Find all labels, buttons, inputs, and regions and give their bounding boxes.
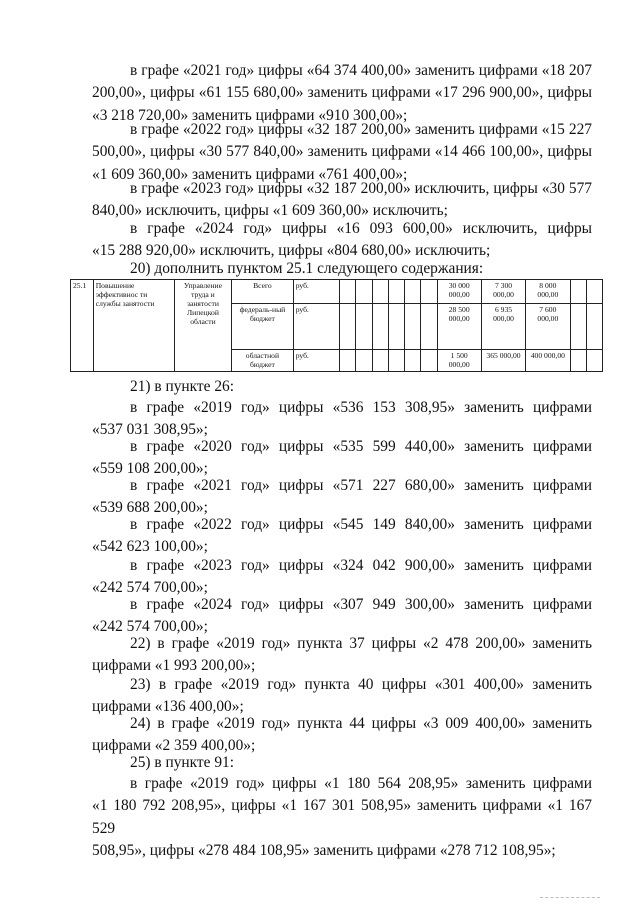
table-cell-empty	[372, 304, 388, 350]
table-cell-empty	[586, 280, 602, 304]
paragraph-item-22	[92, 633, 592, 678]
text-line: в графе «2024 год» цифры «16 093 600,00» исключить, цифры	[130, 220, 592, 237]
paragraph-2024	[92, 218, 592, 263]
table-cell-empty	[405, 350, 421, 372]
text-line: в графе «2023 год» цифры «324 042 900,00» заменить цифрами	[130, 557, 592, 574]
text-line: «3 218 720,00» заменить цифрами «910 300,00»;	[92, 106, 408, 124]
table-cell-unit: руб.	[293, 350, 339, 372]
table-cell-empty	[586, 350, 602, 372]
paragraph-2023	[92, 178, 592, 223]
table-cell-num: 25.1	[71, 280, 94, 372]
text-line: «559 108 200,00»;	[92, 460, 208, 478]
table-cell-unit: руб.	[293, 280, 339, 304]
text-line: в графе «2019 год» цифры «1 180 564 208,95» заменить цифрами	[130, 775, 592, 792]
text-line: цифрами «2 359 400,00»;	[92, 737, 256, 755]
table-cell-value: 8 000 000,00	[526, 280, 570, 304]
table-cell-empty	[421, 304, 437, 350]
text-line: в графе «2021 год» цифры «64 374 400,00» заменить цифрами «18 207	[130, 62, 592, 79]
text-line: в графе «2020 год» цифры «535 599 440,00» заменить цифрами	[130, 438, 592, 455]
table-cell-empty	[372, 280, 388, 304]
table-cell-unit: руб.	[293, 304, 339, 350]
table-cell-empty	[356, 350, 372, 372]
table-cell-value: 400 000,00	[526, 350, 570, 372]
footer-divider	[540, 897, 600, 898]
table-cell-empty	[340, 280, 356, 304]
table-cell-value: 6 935 000,00	[481, 304, 525, 350]
table-cell-value: 365 000,00	[481, 350, 525, 372]
text-line: цифрами «136 400,00»;	[92, 698, 244, 716]
text-line: в графе «2024 год» цифры «307 949 300,00» заменить цифрами	[130, 596, 592, 613]
table-cell-empty	[388, 304, 404, 350]
table-cell-name: Повышение эффективнос ти службы занятости	[93, 280, 174, 372]
table-cell-value: 7 300 000,00	[481, 280, 525, 304]
text-line: «15 288 920,00» исключить, цифры «804 680,00» исключить;	[92, 242, 491, 260]
paragraph-item-25	[92, 752, 592, 774]
text-line: 20) дополнить пунктом 25.1 следующего содержания:	[130, 260, 484, 277]
table-cell-source: федераль-ный бюджет	[232, 304, 294, 350]
text-line: «1 180 792 208,95», цифры «1 167 301 508,95» заменить цифрами «1 167 529	[92, 797, 592, 837]
text-line: в графе «2022 год» цифры «545 149 840,00» заменить цифрами	[130, 516, 592, 533]
paragraph-26-2022	[92, 514, 592, 559]
table-cell-empty	[388, 350, 404, 372]
text-line: 24) в графе «2019 год» пункта 44 цифры «3 009 400,00» заменить	[130, 715, 592, 732]
table-cell-empty	[340, 304, 356, 350]
text-line: «242 574 700,00»;	[92, 579, 208, 597]
table-cell-empty	[421, 350, 437, 372]
text-line: в графе «2023 год» цифры «32 187 200,00» исключить, цифры «30 577	[130, 180, 592, 197]
table-cell-executor: Управление труда и занятости Липецкой области	[174, 280, 231, 372]
text-line: 23) в графе «2019 год» пункта 40 цифры «301 400,00» заменить	[130, 676, 592, 693]
text-line: 508,95», цифры «278 484 108,95» заменить цифрами «278 712 108,95»;	[92, 842, 556, 860]
table-cell-empty	[372, 350, 388, 372]
text-line: 22) в графе «2019 год» пункта 37 цифры «2 478 200,00» заменить	[130, 635, 592, 652]
table-cell-empty	[570, 304, 586, 350]
table-cell-empty	[356, 280, 372, 304]
text-line: «1 609 360,00» заменить цифрами «761 400,00»;	[92, 165, 408, 183]
table-cell-value: 28 500 000,00	[437, 304, 481, 350]
text-line: «537 031 308,95»;	[92, 421, 208, 439]
text-line: 500,00», цифры «30 577 840,00» заменить цифрами «14 466 100,00», цифры	[92, 143, 592, 161]
table-cell-value: 30 000 000,00	[437, 280, 481, 304]
paragraph-2022	[92, 119, 592, 186]
table-cell-value: 7 600 000,00	[526, 304, 570, 350]
table-cell-source: Всего	[232, 280, 294, 304]
inserted-table	[70, 279, 603, 372]
table-cell-empty	[356, 304, 372, 350]
text-line: «542 623 100,00»;	[92, 538, 208, 556]
table-cell-source: областной бюджет	[232, 350, 294, 372]
paragraph-2021	[92, 60, 592, 127]
text-line: «242 574 700,00»;	[92, 618, 208, 636]
text-line: 25) в пункте 91:	[130, 754, 234, 771]
text-line: «539 688 200,00»;	[92, 499, 208, 517]
text-line: 200,00», цифры «61 155 680,00» заменить цифрами «17 296 900,00», цифры	[92, 84, 592, 102]
table-cell-empty	[586, 304, 602, 350]
paragraph-91-2019	[92, 773, 592, 863]
text-line: 21) в пункте 26:	[130, 378, 234, 395]
text-line: в графе «2021 год» цифры «571 227 680,00» заменить цифрами	[130, 477, 592, 494]
paragraph-item-21	[92, 376, 592, 398]
table-cell-value: 1 500 000,00	[437, 350, 481, 372]
table-cell-empty	[340, 350, 356, 372]
text-line: в графе «2019 год» цифры «536 153 308,95» заменить цифрами	[130, 399, 592, 416]
table-cell-empty	[570, 350, 586, 372]
paragraph-item-20	[92, 258, 592, 280]
text-line: цифрами «1 993 200,00»;	[92, 657, 256, 675]
table-cell-empty	[388, 280, 404, 304]
table-cell-empty	[405, 280, 421, 304]
table-cell-empty	[570, 280, 586, 304]
text-line: в графе «2022 год» цифры «32 187 200,00» заменить цифрами «15 227	[130, 121, 592, 138]
text-line: 840,00» исключить, цифры «1 609 360,00» исключить;	[92, 202, 448, 220]
table-cell-empty	[421, 280, 437, 304]
table-cell-empty	[405, 304, 421, 350]
